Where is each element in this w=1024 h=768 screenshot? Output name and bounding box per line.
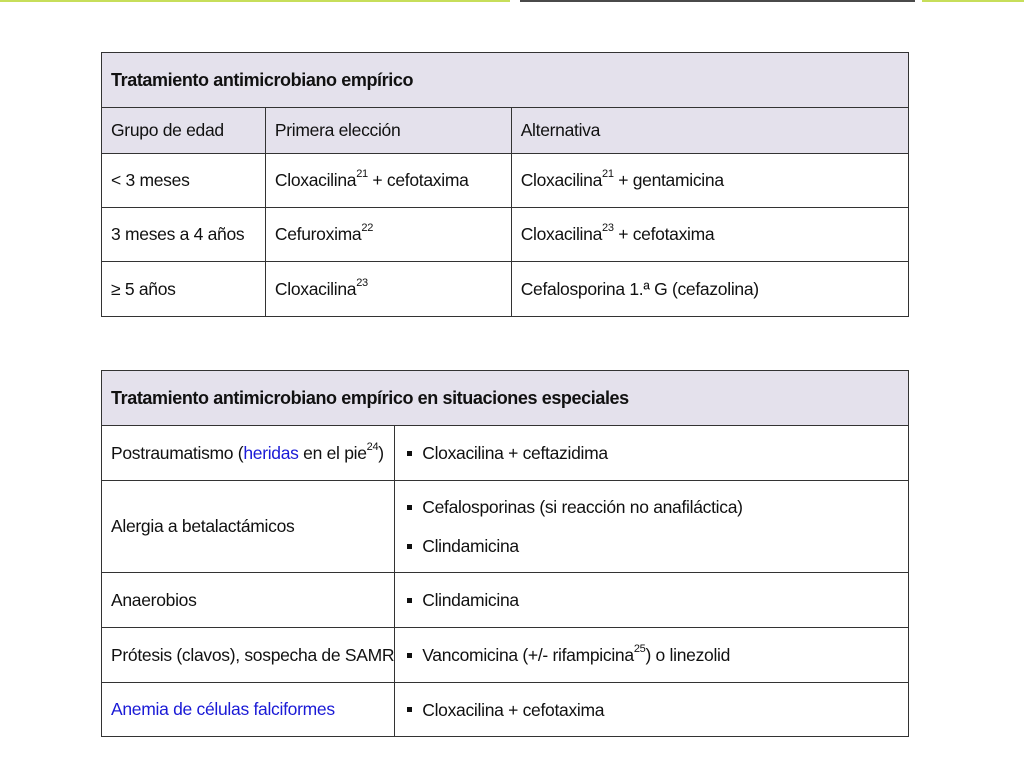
list-item [404,497,908,517]
reference-superscript: 25 [633,643,646,656]
bullet-icon [407,451,412,456]
table-row [102,573,909,628]
alternative-cell [511,262,908,317]
list-item [404,536,908,556]
table-row [102,683,909,737]
top-accent-line-middle [520,0,915,2]
first-choice-cell [265,154,511,208]
table-row [102,208,909,262]
table-row [102,154,909,208]
table-title: Tratamiento antimicrobiano empírico [102,53,909,108]
table-title: Tratamiento antimicrobiano empírico en situaciones especiales [102,371,909,426]
reference-superscript: 23 [356,276,368,289]
table-title-row [102,371,909,426]
list-item [404,700,908,720]
table-row [102,262,909,317]
age-group-cell: ≥ 5 años [102,262,266,317]
sickle-cell-anemia-link[interactable]: Anemia de células falciformes [111,699,335,719]
drug-name: Cefalosporina 1.ª G (cefazolina) [520,278,759,299]
situation-cell: Alergia a betalactámicos [102,481,395,573]
age-group-cell: < 3 meses [102,154,266,208]
treatment-text: Vancomicina (+/- rifampicina [422,645,634,665]
treatment-cell [395,573,909,628]
first-choice-cell [265,262,511,317]
top-accent-line-right [922,0,1024,2]
list-item [404,590,908,610]
table-header-row [102,108,909,154]
situation-cell [102,683,395,737]
drug-name: Cloxacilina [520,224,603,244]
drug-combination: + cefotaxima [367,170,469,190]
treatment-cell [395,628,909,683]
special-situations-table [101,370,909,737]
alternative-cell [511,208,908,262]
alternative-cell [511,154,908,208]
reference-superscript: 24 [366,440,379,453]
drug-name: Cloxacilina [274,170,357,190]
treatment-text: Cloxacilina + ceftazidima [422,443,608,463]
top-accent-line-left [0,0,510,2]
reference-superscript: 21 [356,168,368,181]
treatment-text: Clindamicina [422,590,519,610]
situation-text: ) [378,442,384,463]
situation-cell: Prótesis (clavos), sospecha de SAMR [102,628,395,683]
drug-name: Cloxacilina [274,278,357,299]
list-item [404,645,908,665]
reference-superscript: 22 [361,222,374,235]
treatment-text: Clindamicina [422,536,519,556]
treatment-text: Cloxacilina + cefotaxima [422,699,605,720]
bullet-icon [407,505,412,510]
bullet-icon [407,653,412,658]
reference-superscript: 23 [602,222,614,235]
bullet-icon [407,544,412,549]
situation-text: Postraumatismo ( [111,442,244,463]
table-row [102,481,909,573]
treatment-text: Cefalosporinas (si reacción no anafiláctica) [422,497,743,517]
treatment-cell [395,481,909,573]
wounds-link[interactable]: heridas [243,442,299,463]
situation-text: en el pie [298,442,367,463]
column-header-first-choice: Primera elección [265,108,511,154]
drug-combination: + cefotaxima [613,224,715,244]
table-row [102,426,909,481]
age-group-cell: 3 meses a 4 años [102,208,266,262]
drug-name: Cloxacilina [520,170,603,190]
table-title-row [102,53,909,108]
treatment-text: ) o linezolid [645,645,731,665]
drug-combination: + gentamicina [613,170,724,190]
column-header-alternative: Alternativa [511,108,908,154]
situation-cell [102,426,395,481]
column-header-age-group: Grupo de edad [102,108,266,154]
treatment-cell [395,683,909,737]
empiric-treatment-table [101,52,909,317]
drug-name: Cefuroxima [274,224,362,244]
first-choice-cell [265,208,511,262]
situation-cell: Anaerobios [102,573,395,628]
bullet-icon [407,707,412,712]
table-row [102,628,909,683]
list-item [404,443,908,463]
reference-superscript: 21 [602,168,614,181]
treatment-cell [395,426,909,481]
bullet-icon [407,598,412,603]
